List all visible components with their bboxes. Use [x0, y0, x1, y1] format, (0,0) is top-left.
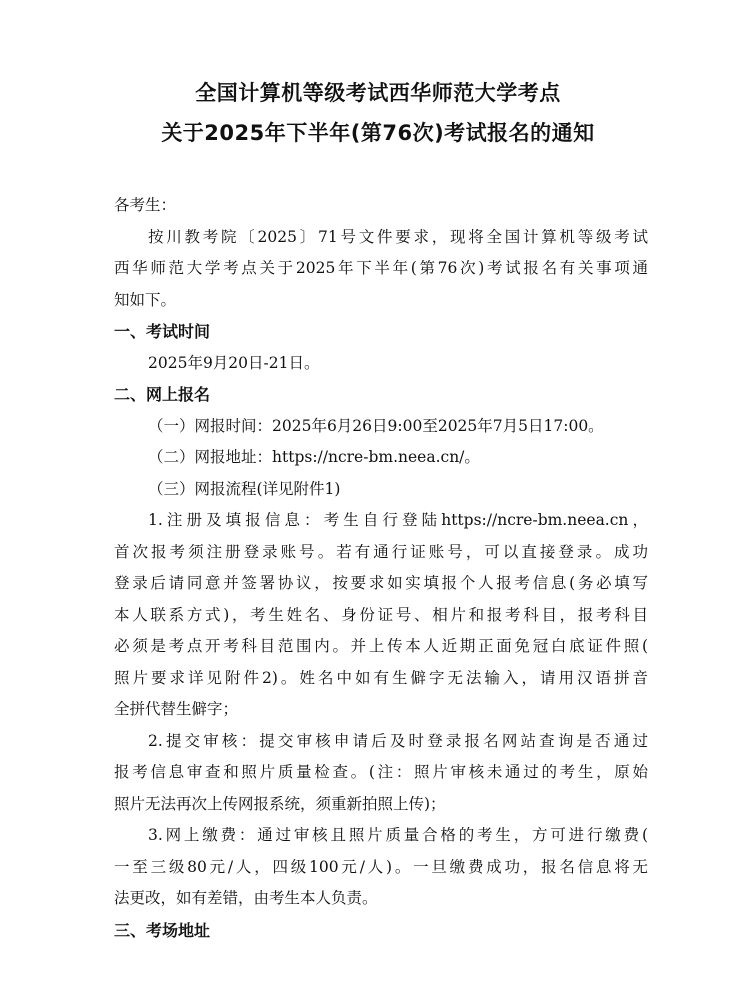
step1-line-7: 全拼代替生僻字； — [114, 700, 239, 718]
step1-line-6: 照片要求详见附件2)。姓名中如有生僻字无法输入，请用汉语拼音 — [114, 668, 648, 687]
salutation: 各考生： — [114, 196, 177, 214]
step1-line-4: 本人联系方式)，考生姓名、身份证号、相片和报考科目，报考科目 — [114, 605, 648, 624]
registration-time-item: （一）网报时间：2025年6月26日9:00至2025年7月5日17:00。 — [148, 416, 604, 435]
step2-line-1: 2.提交审核：提交审核申请后及时登录报名网站查询是否通过 — [148, 731, 648, 750]
step1-line-2: 首次报考须注册登录账号。若有通行证账号，可以直接登录。成功 — [114, 542, 648, 561]
step3-line-2: 一至三级80元/人，四级100元/人)。一旦缴费成功，报名信息将无 — [114, 857, 648, 876]
intro-line-1: 按川教考院〔2025〕71号文件要求，现将全国计算机等级考试 — [148, 227, 648, 246]
section-heading-online-registration: 二、网上报名 — [114, 385, 211, 404]
step3-line-3: 法更改，如有差错，由考生本人负责。 — [114, 889, 378, 907]
step1-line-3: 登录后请同意并签署协议，按要求如实填报个人报考信息(务必填写 — [114, 574, 648, 592]
step2-line-2: 报考信息审查和照片质量检查。(注：照片审核未通过的考生，原始 — [114, 763, 648, 781]
step3-line-1: 3.网上缴费：通过审核且照片质量合格的考生，方可进行缴费( — [148, 826, 648, 844]
step2-line-3: 照片无法再次上传网报系统，须重新拍照上传)； — [114, 794, 446, 813]
step1-line-5: 必须是考点开考科目范围内。并上传本人近期正面免冠白底证件照( — [114, 637, 648, 655]
exam-time-text: 2025年9月20日-21日。 — [148, 353, 320, 372]
registration-url-item: （二）网报地址：https://ncre-bm.neea.cn/。 — [148, 448, 480, 466]
document-title-line-1: 全国计算机等级考试西华师范大学考点 — [195, 81, 561, 105]
section-heading-exam-time: 一、考试时间 — [114, 322, 211, 341]
step1-line-1: 1.注册及填报信息：考生自行登陆https://ncre-bm.neea.cn， — [148, 511, 648, 529]
registration-process-item: （三）网报流程(详见附件1) — [148, 479, 341, 498]
intro-line-2: 西华师范大学考点关于2025年下半年(第76次)考试报名有关事项通 — [114, 259, 648, 277]
document-title-line-2: 关于2025年下半年(第76次)考试报名的通知 — [161, 121, 595, 145]
section-heading-exam-venue: 三、考场地址 — [114, 920, 211, 940]
intro-line-3: 知如下。 — [114, 290, 177, 309]
document-body — [114, 190, 648, 946]
